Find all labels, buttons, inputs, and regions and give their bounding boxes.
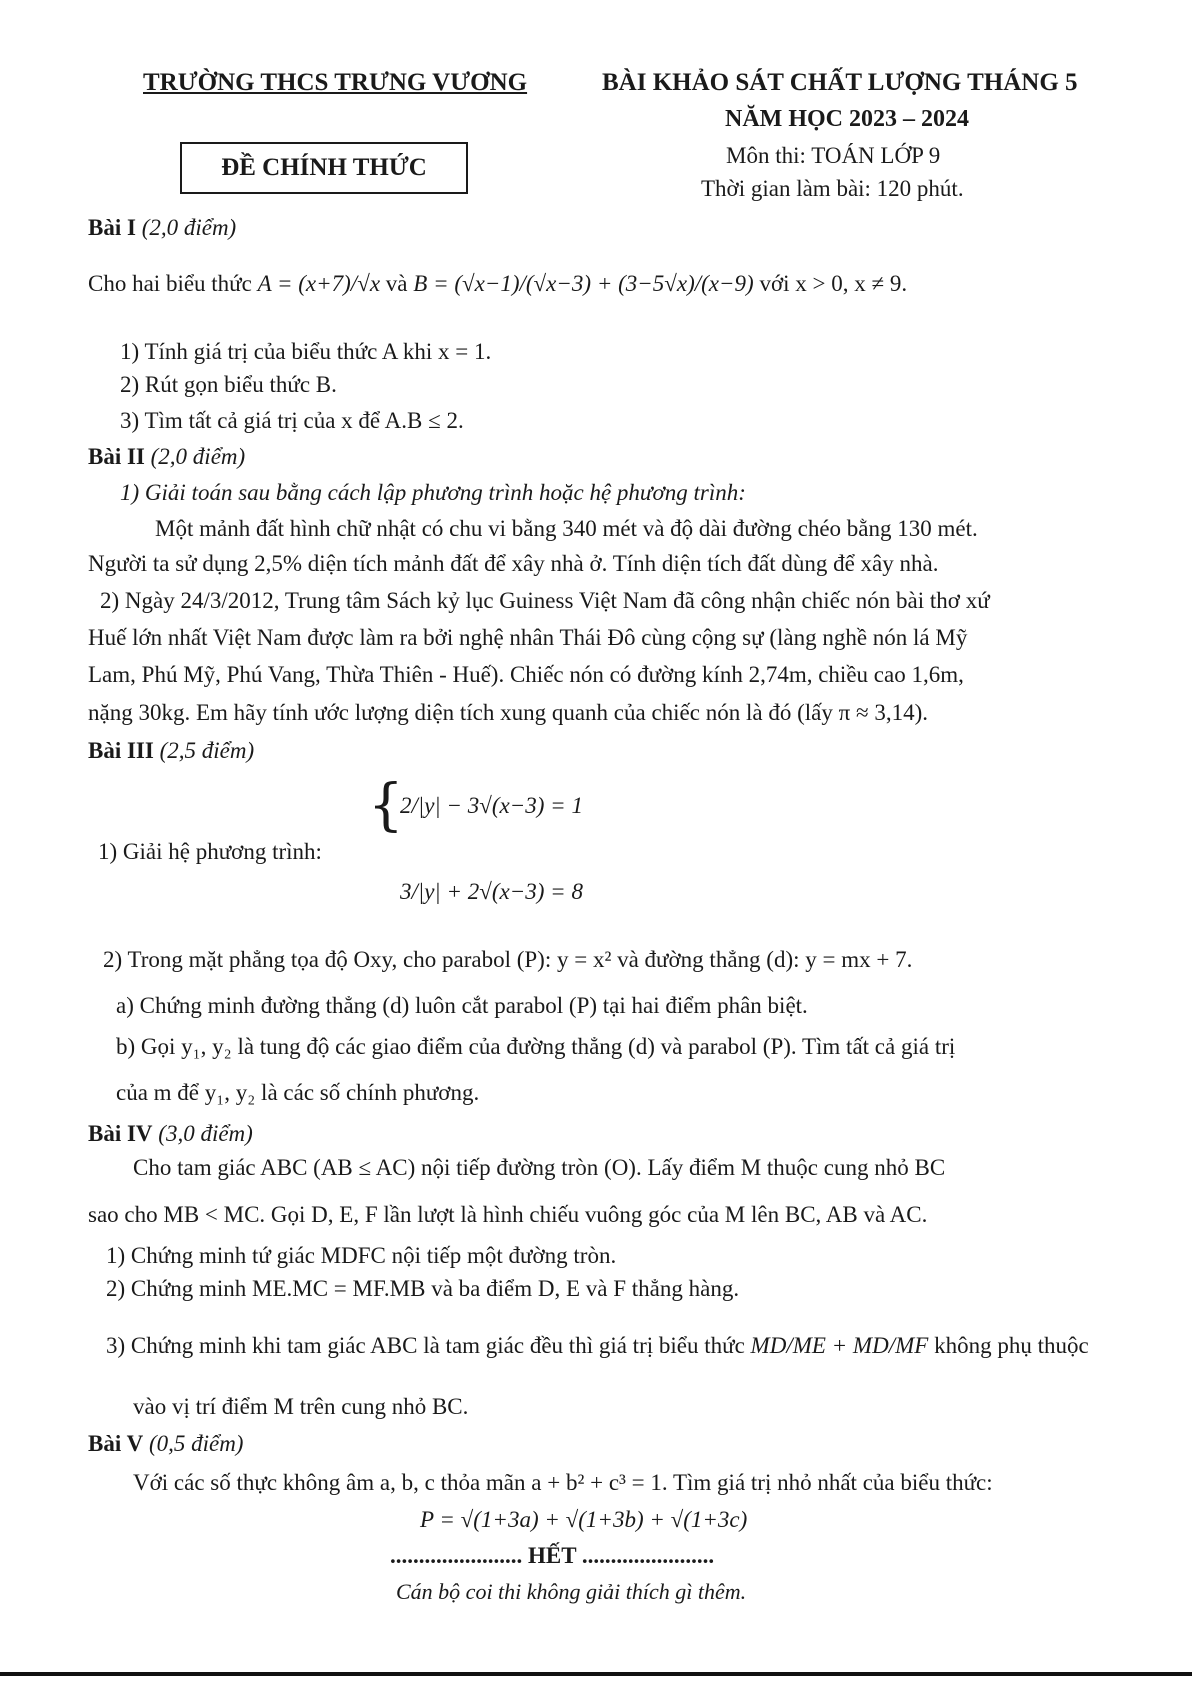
section-4-q3-end: không phụ thuộc (934, 1333, 1089, 1358)
section-2-points: (2,0 điểm) (150, 444, 246, 469)
system-eq-2: 3/|y| + 2√(x−3) = 8 (400, 879, 583, 904)
proctor-note: Cán bộ coi thi không giải thích gì thêm. (396, 1579, 747, 1604)
official-label-box: ĐỀ CHÍNH THỨC (180, 142, 468, 194)
section-4-q2: 2) Chứng minh ME.MC = MF.MB và ba điểm D, E và F thẳng hàng. (106, 1276, 740, 1301)
section-2-q2-text-4: nặng 30kg. Em hãy tính ước lượng diện tích xung quanh của chiếc nón là đó (lấy π ≈ 3,14). (88, 700, 928, 725)
section-5-title: Bài V (88, 1431, 144, 1456)
section-1-intro (88, 268, 1108, 299)
section-3-points: (2,5 điểm) (159, 738, 255, 763)
subject-line: Môn thi: TOÁN LỚP 9 (726, 143, 941, 168)
section-4-intro-2: sao cho MB < MC. Gọi D, E, F lần lượt là hình chiếu vuông góc của M lên BC, AB và AC. (88, 1202, 928, 1227)
section-4-q3-start: 3) Chứng minh khi tam giác ABC là tam giác đều thì giá trị biểu thức (106, 1333, 745, 1358)
section-4-q3-expr: MD/ME + MD/MF (750, 1333, 929, 1358)
section-2-heading (88, 441, 1108, 472)
section-3-q2b-2: của m để y₁, y₂ là các số chính phương. (116, 1080, 480, 1105)
section-2-q2-text-3: Lam, Phú Mỹ, Phú Vang, Thừa Thiên - Huế). Chiếc nón có đường kính 2,74m, chiều cao 1,6m, (88, 662, 964, 687)
section-4-q1: 1) Chứng minh tứ giác MDFC nội tiếp một đường tròn. (106, 1243, 617, 1268)
section-3-q2a: a) Chứng minh đường thẳng (d) luôn cắt parabol (P) tại hai điểm phân biệt. (116, 993, 808, 1018)
section-5-points: (0,5 điểm) (148, 1431, 244, 1456)
exam-title: BÀI KHẢO SÁT CHẤT LƯỢNG THÁNG 5 (602, 69, 1078, 96)
section-1-heading (88, 212, 1108, 243)
section-2-q1-label: 1) Giải toán sau bằng cách lập phương trình hoặc hệ phương trình: (120, 480, 746, 505)
section-2-q2-text-1: 2) Ngày 24/3/2012, Trung tâm Sách kỷ lục Guiness Việt Nam đã công nhận chiếc nón bài thơ xứ (100, 588, 990, 613)
expr-b: B = (√x−1)/(√x−3) + (3−5√x)/(x−9) (413, 271, 754, 296)
section-4-points: (3,0 điểm) (158, 1121, 253, 1146)
section-4-q3 (106, 1330, 1116, 1361)
section-4-q3-2: vào vị trí điểm M trên cung nhỏ BC. (133, 1394, 469, 1419)
section-4-intro-1: Cho tam giác ABC (AB ≤ AC) nội tiếp đường tròn (O). Lấy điểm M thuộc cung nhỏ BC (133, 1155, 946, 1180)
section-1-points: (2,0 điểm) (141, 215, 237, 240)
section-3-q2b-1: b) Gọi y₁, y₂ là tung độ các giao điểm của đường thẳng (d) và parabol (P). Tìm tất cả giá trị (116, 1034, 956, 1059)
school-year: NĂM HỌC 2023 – 2024 (725, 106, 969, 132)
section-4-heading (88, 1118, 1108, 1149)
section-2-q1-text-1: Một mảnh đất hình chữ nhật có chu vi bằng 340 mét và độ dài đường chéo bằng 130 mét. (155, 516, 978, 541)
section-1-q2: 2) Rút gọn biểu thức B. (120, 372, 337, 397)
section-1-title: Bài I (88, 215, 136, 240)
section-3-q1-label: 1) Giải hệ phương trình: (98, 839, 322, 864)
system-eq-1: 2/|y| − 3√(x−3) = 1 (400, 793, 583, 818)
section-1-q3: 3) Tìm tất cả giá trị của x để A.B ≤ 2. (120, 408, 464, 433)
section-4-title: Bài IV (88, 1121, 153, 1146)
end-marker: ....................... HẾT ....................... (390, 1543, 715, 1568)
section-5-expr: P = √(1+3a) + √(1+3b) + √(1+3c) (420, 1507, 748, 1532)
expr-a: A = (x+7)/√x (257, 271, 381, 296)
bottom-border (0, 1672, 1192, 1676)
section-3-q2: 2) Trong mặt phẳng tọa độ Oxy, cho parabol (P): y = x² và đường thẳng (d): y = mx + 7. (103, 947, 913, 972)
section-2-q1-text-2: Người ta sử dụng 2,5% diện tích mảnh đất để xây nhà ở. Tính diện tích đất dùng để xây nhà. (88, 551, 939, 576)
section-3-title: Bài III (88, 738, 154, 763)
and-word: và (385, 271, 408, 296)
school-name: TRƯỜNG THCS TRƯNG VƯƠNG (143, 69, 528, 96)
section-5-heading (88, 1428, 1108, 1459)
section-1-q1: 1) Tính giá trị của biểu thức A khi x = 1. (120, 339, 492, 364)
section-3-heading (88, 735, 1108, 766)
section-2-q2-text-2: Huế lớn nhất Việt Nam được làm ra bởi nghệ nhân Thái Đô cùng cộng sự (làng nghề nón lá Mỹ (88, 625, 968, 650)
system-brace: { (368, 773, 404, 838)
time-limit: Thời gian làm bài: 120 phút. (701, 176, 964, 201)
section-5-text: Với các số thực không âm a, b, c thỏa mãn a + b² + c³ = 1. Tìm giá trị nhỏ nhất của biểu thức: (133, 1470, 993, 1495)
section-2-title: Bài II (88, 444, 145, 469)
section-1-intro-text: Cho hai biểu thức (88, 271, 252, 296)
condition-text: với x > 0, x ≠ 9. (759, 271, 908, 296)
